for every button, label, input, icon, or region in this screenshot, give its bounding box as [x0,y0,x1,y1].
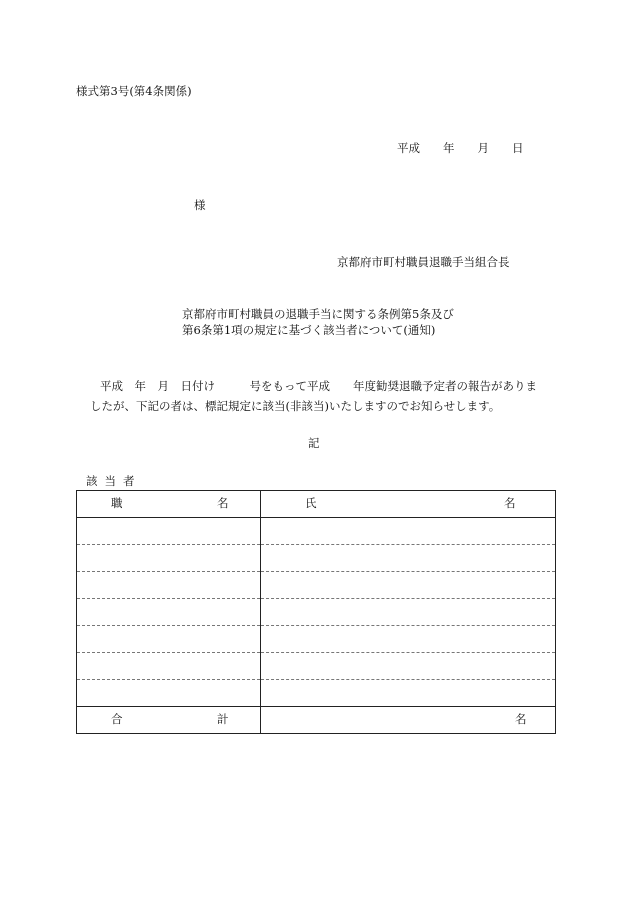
subject-line-2: 第6条第1項の規定に基づく該当者について(通知) [182,323,436,337]
post-cell[interactable] [77,653,261,680]
post-cell[interactable] [77,626,261,653]
total-label-left: 合 [111,712,123,726]
total-label-cell [77,707,261,734]
name-cell[interactable] [261,518,556,545]
name-cell[interactable] [261,572,556,599]
date-line: 平成 年 月 日 [397,141,524,155]
header-name-left: 氏 [305,496,317,510]
section-label: 該当者 [86,474,142,488]
name-cell[interactable] [261,653,556,680]
header-name-cell [261,491,556,518]
header-name-right: 名 [504,496,516,510]
sender-title: 京都府市町村職員退職手当組合長 [337,255,510,269]
post-cell[interactable] [77,680,261,707]
post-cell[interactable] [77,599,261,626]
table-row [77,626,556,653]
table-row [77,653,556,680]
total-count-cell[interactable] [261,707,556,734]
post-cell[interactable] [77,545,261,572]
table-row [77,518,556,545]
header-post-left: 職 [111,496,123,510]
table-header-row [77,491,556,518]
name-cell[interactable] [261,680,556,707]
recipient-honorific: 様 [194,198,206,212]
ki-heading: 記 [308,436,320,450]
table-row [77,599,556,626]
total-row [77,707,556,734]
form-number: 様式第3号(第4条関係) [76,84,192,98]
applicant-table [76,490,556,734]
body-line-1: 平成 年 月 日付け 号をもって平成 年度勧奨退職予定者の報告がありま [100,379,537,393]
table-row [77,680,556,707]
table-row [77,572,556,599]
total-unit: 名 [515,712,527,726]
subject-line-1: 京都府市町村職員の退職手当に関する条例第5条及び [182,307,454,321]
body-line-2: したが、下記の者は、標記規定に該当(非該当)いたしますのでお知らせします。 [90,399,501,413]
header-post-right: 名 [217,496,229,510]
table-row [77,545,556,572]
total-label-right: 計 [217,712,229,726]
name-cell[interactable] [261,545,556,572]
post-cell[interactable] [77,572,261,599]
post-cell[interactable] [77,518,261,545]
name-cell[interactable] [261,599,556,626]
name-cell[interactable] [261,626,556,653]
header-post-cell [77,491,261,518]
